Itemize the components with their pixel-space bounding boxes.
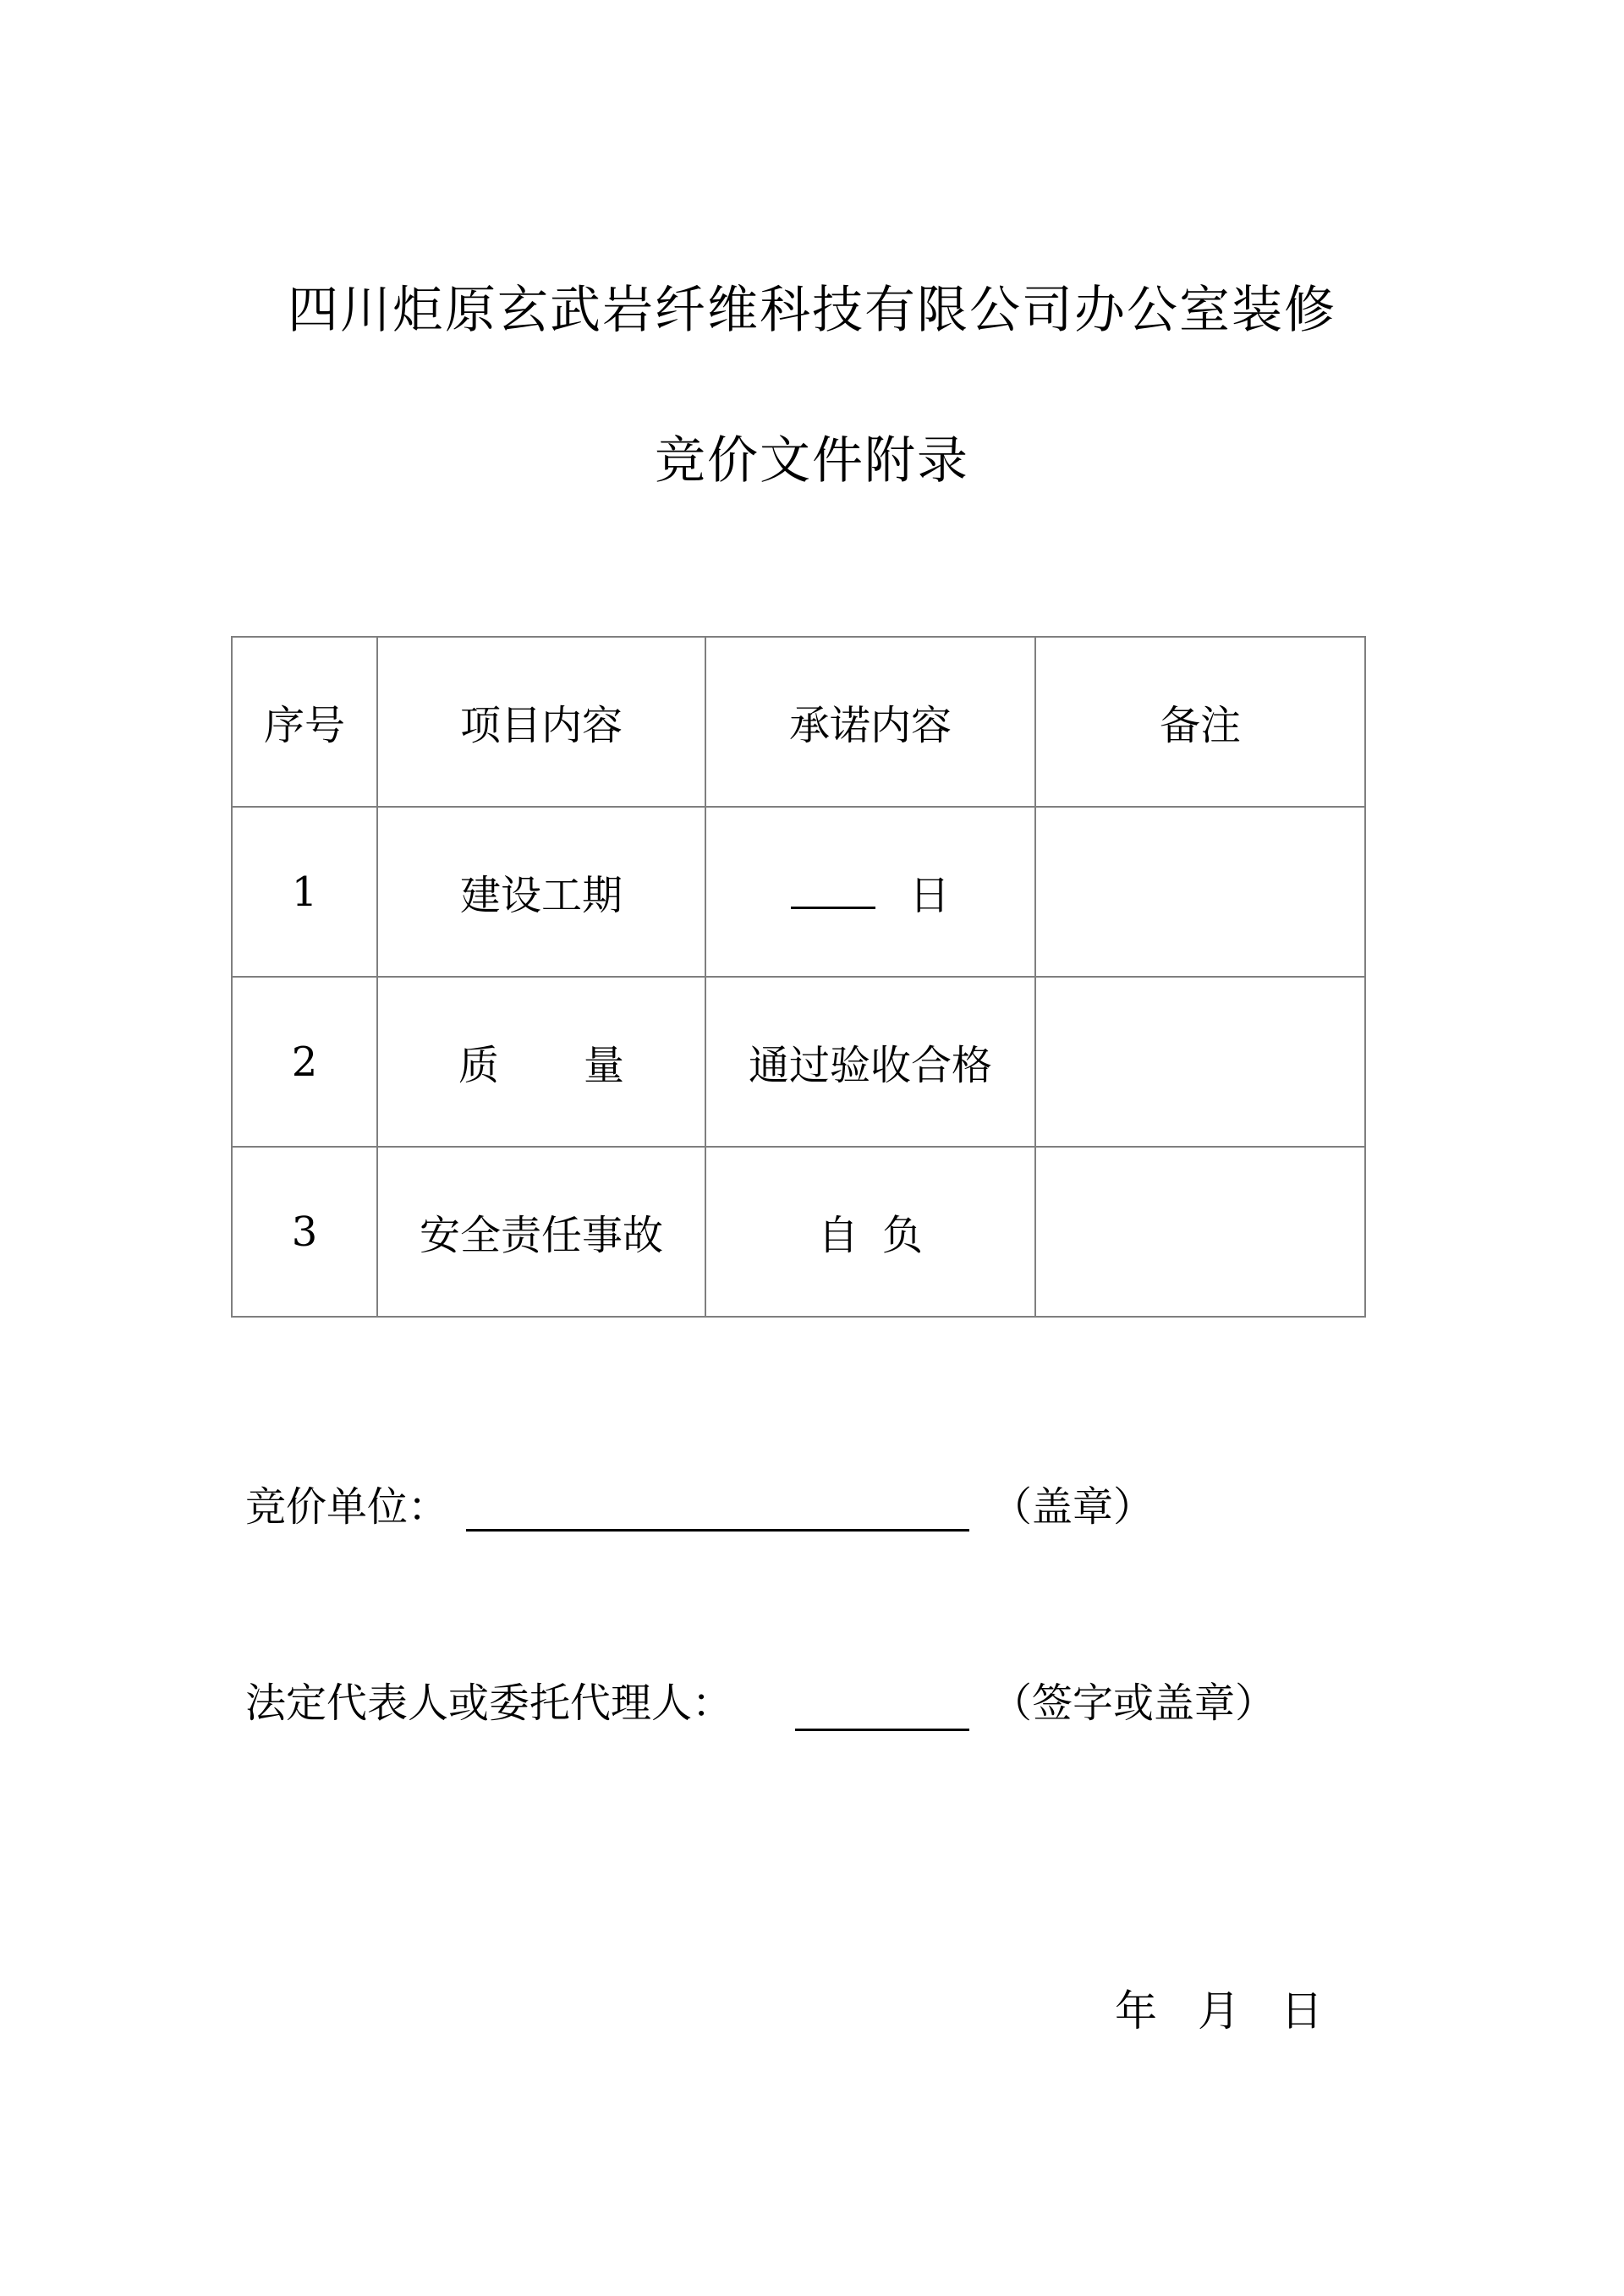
table-row — [232, 1147, 1365, 1317]
row-promise-part: 负 — [882, 1212, 924, 1259]
row-promise — [705, 1147, 1035, 1317]
header-cell-note: 备注 — [1035, 637, 1365, 807]
representative-seal-note: （签字或盖章） — [991, 1680, 1276, 1727]
table-row — [232, 807, 1365, 977]
row-item — [377, 977, 705, 1147]
date-day: 日 — [1281, 1986, 1323, 2036]
row-note — [1035, 1147, 1365, 1317]
row-promise: 通过验收合格 — [705, 977, 1035, 1147]
document-title: 四川炬原玄武岩纤维科技有限公司办公室装修 — [288, 281, 1336, 340]
bidder-signature-line[interactable] — [466, 1529, 969, 1532]
date-line — [1115, 1986, 1323, 2036]
row-index: 3 — [232, 1147, 377, 1317]
representative-signature-line[interactable] — [795, 1729, 969, 1731]
row-promise — [705, 807, 1035, 977]
fill-in-blank[interactable] — [791, 906, 875, 909]
representative-label: 法定代表人或委托代理人： — [245, 1680, 733, 1727]
row-note — [1035, 807, 1365, 977]
row-item: 安全责任事故 — [377, 1147, 705, 1317]
table-header-row — [232, 637, 1365, 807]
header-cell-index: 序号 — [232, 637, 377, 807]
header-cell-promise: 承诺内容 — [705, 637, 1035, 807]
row-item-part: 量 — [584, 1042, 625, 1089]
row-item: 建设工期 — [377, 807, 705, 977]
bidder-label: 竞价单位： — [245, 1483, 449, 1531]
row-promise-part: 自 — [817, 1212, 859, 1259]
table-row — [232, 977, 1365, 1147]
row-index: 1 — [232, 807, 377, 977]
header-cell-item: 项目内容 — [377, 637, 705, 807]
row-item-part: 质 — [458, 1042, 499, 1089]
day-unit: 日 — [908, 872, 950, 919]
row-note — [1035, 977, 1365, 1147]
date-month: 月 — [1198, 1986, 1240, 2036]
bidder-seal-note: （盖章） — [991, 1483, 1155, 1531]
row-index: 2 — [232, 977, 377, 1147]
document-subtitle: 竞价文件附录 — [655, 431, 969, 490]
date-year: 年 — [1115, 1986, 1157, 2036]
appendix-table — [231, 636, 1366, 1318]
